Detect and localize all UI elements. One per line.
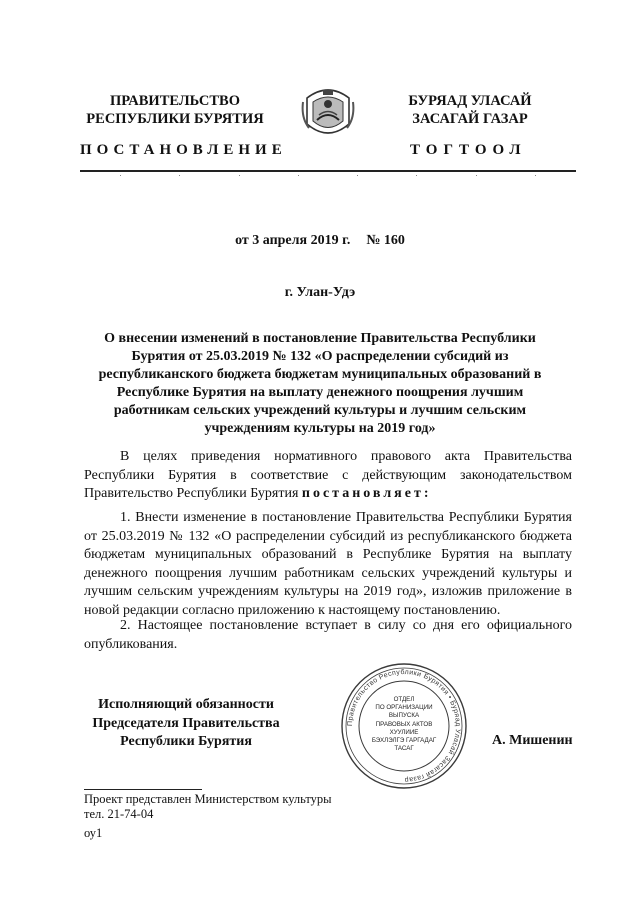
stamp-line4: ПРАВОВЫХ АКТОВ [375, 720, 433, 728]
header-right-line1: БУРЯАД УЛАСАЙ [408, 93, 532, 109]
header-right-line2: ЗАСАГАЙ ГАЗАР [412, 111, 528, 127]
stamp-line5: ХУУЛИИЕ [389, 728, 419, 736]
item-1-text: 1. Внести изменение в постановление Правительства Республики Бурятия от 25.03.2019 № 132 «О распределении субсидий из республиканского бюджета бюджетам муниципальных образований в Республике Бурятия на выплату денежного поощрения лучшим работникам сельских учреждений культуры и лучшим сельским учреждениям культуры на 2019 год», изложив приложение в новой редакции согласно приложению к настоящему постановлению. [84, 510, 572, 618]
stamp-inner-text [370, 696, 438, 753]
footnote-line1: Проект представлен Министерством культуры [84, 792, 332, 806]
item-2-text: 2. Настоящее постановление вступает в силу со дня его официального опубликования. [84, 618, 572, 652]
document-title: О внесении изменений в постановление Правительства Республики Бурятия от 25.03.2019 № 132 «О распределении субсидий из республиканского бюджета бюджетам муниципальных образований в Республике Бурятия на выплату денежного поощрения лучшим работникам сельских учреждений культуры и лучшим сельским учреждениям культуры на 2019 год» [98, 331, 542, 436]
stamp-line2: ПО ОРГАНИЗАЦИИ [375, 704, 433, 712]
stamp-line3: ВЫПУСКА [388, 712, 420, 720]
header-left-line1: ПРАВИТЕЛЬСТВО [110, 93, 240, 109]
doc-type-right: ТОГТООЛ [410, 142, 527, 158]
footnote-divider [84, 789, 202, 790]
footnote-line2: тел. 21-74-04 [84, 807, 154, 821]
document-number: № 160 [366, 233, 405, 248]
header-right [382, 92, 558, 128]
stamp-line7: ТАСАГ [394, 745, 414, 753]
signatory-name: А. Мишенин [492, 733, 573, 748]
stamp-line6: БЭХЛЭЛГЭ ГАРГАДАГ [371, 737, 437, 745]
document-code: оу1 [84, 826, 103, 840]
stamp-line1: ОТДЕЛ [393, 696, 415, 703]
preamble-text: В целях приведения нормативного правового акта Правительства Республики Бурятия в соответствие с действующим законодательством Правительство Республики Бурятия [84, 449, 572, 501]
document-date: от 3 апреля 2019 г. [235, 233, 351, 248]
header-left-line2: РЕСПУБЛИКИ БУРЯТИЯ [86, 111, 264, 127]
signatory-title [80, 696, 292, 752]
document-city: г. Улан-Удэ [284, 285, 356, 300]
coat-of-arms-icon [299, 84, 357, 140]
document-date-line [0, 233, 640, 249]
stamp-ring-text: Правительство Республики Бурятия • Буряад Уласай Засагай газар [346, 668, 462, 784]
item-2-paragraph [84, 617, 572, 654]
signatory-line1: Исполняющий обязанности [98, 697, 274, 712]
signatory-line3: Республики Бурятия [120, 734, 252, 749]
item-1-paragraph [84, 509, 572, 620]
preamble-paragraph [84, 448, 572, 504]
footnote [84, 792, 332, 822]
header-divider [80, 170, 576, 172]
signatory-line2: Председателя Правительства [92, 715, 280, 731]
official-stamp [340, 662, 468, 790]
decree-word: постановляет: [301, 486, 432, 501]
header-left [80, 92, 270, 128]
header-dots [80, 175, 576, 183]
doc-type-left: ПОСТАНОВЛЕНИЕ [80, 142, 287, 158]
